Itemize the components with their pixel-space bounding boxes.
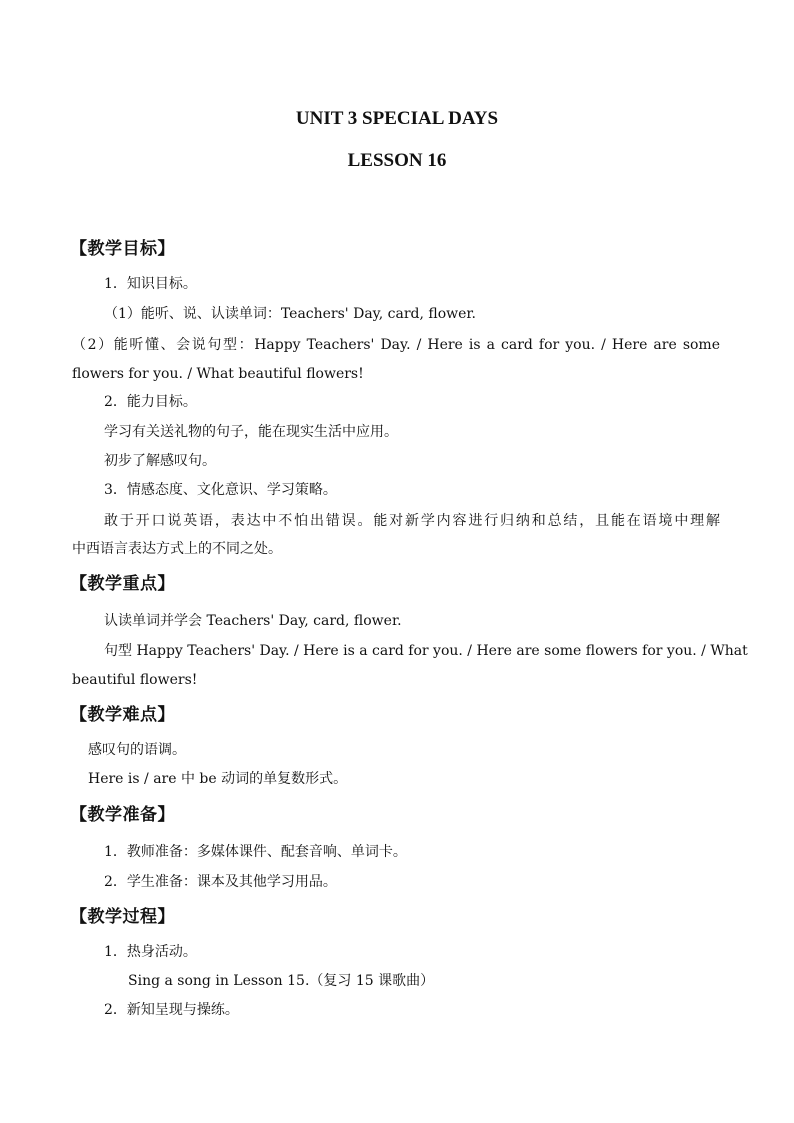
objectives-line-6: 初步了解感叹句。 xyxy=(104,453,216,469)
objectives-line-8b: 中西语言表达方式上的不同之处。 xyxy=(72,541,282,557)
objectives-line-1: 1．知识目标。 xyxy=(104,276,197,292)
objectives-heading: 【教学目标】 xyxy=(70,239,175,259)
difficulties-line-2: Here is / are 中 be 动词的单复数形式。 xyxy=(88,771,348,787)
difficulties-heading: 【教学难点】 xyxy=(70,705,175,725)
difficulties-line-1: 感叹句的语调。 xyxy=(88,742,186,758)
process-heading: 【教学过程】 xyxy=(70,907,175,927)
preparation-line-2: 2．学生准备：课本及其他学习用品。 xyxy=(104,874,337,890)
key-points-line-2b: beautiful flowers! xyxy=(72,672,198,688)
key-points-line-1: 认读单词并学会 Teachers' Day, card, flower. xyxy=(104,613,402,629)
preparation-heading: 【教学准备】 xyxy=(70,805,175,825)
objectives-line-7: 3．情感态度、文化意识、学习策略。 xyxy=(104,482,337,498)
objectives-line-2: （1）能听、说、认读单词：Teachers' Day, card, flower. xyxy=(104,306,477,322)
objectives-line-3b: flowers for you. / What beautiful flowers! xyxy=(72,366,364,382)
objectives-line-8a: 敢于开口说英语，表达中不怕出错误。能对新学内容进行归纳和总结，且能在语境中理解 xyxy=(104,513,720,529)
process-line-1: 1．热身活动。 xyxy=(104,944,197,960)
objectives-line-4: 2．能力目标。 xyxy=(104,394,197,410)
process-line-3: 2．新知呈现与操练。 xyxy=(104,1002,239,1018)
lesson-title: LESSON 16 xyxy=(347,150,447,171)
objectives-line-3a: （2）能听懂、会说句型：Happy Teachers' Day. / Here is a card for you. / Here are some xyxy=(72,337,720,353)
key-points-heading: 【教学重点】 xyxy=(70,574,175,594)
objectives-line-5: 学习有关送礼物的句子，能在现实生活中应用。 xyxy=(104,424,398,440)
process-line-2: Sing a song in Lesson 15.（复习 15 课歌曲） xyxy=(128,973,435,989)
key-points-line-2a: 句型 Happy Teachers' Day. / Here is a card for you. / Here are some flowers for you. / What xyxy=(104,643,748,659)
preparation-line-1: 1．教师准备：多媒体课件、配套音响、单词卡。 xyxy=(104,844,407,860)
unit-title: UNIT 3 SPECIAL DAYS xyxy=(295,108,499,129)
